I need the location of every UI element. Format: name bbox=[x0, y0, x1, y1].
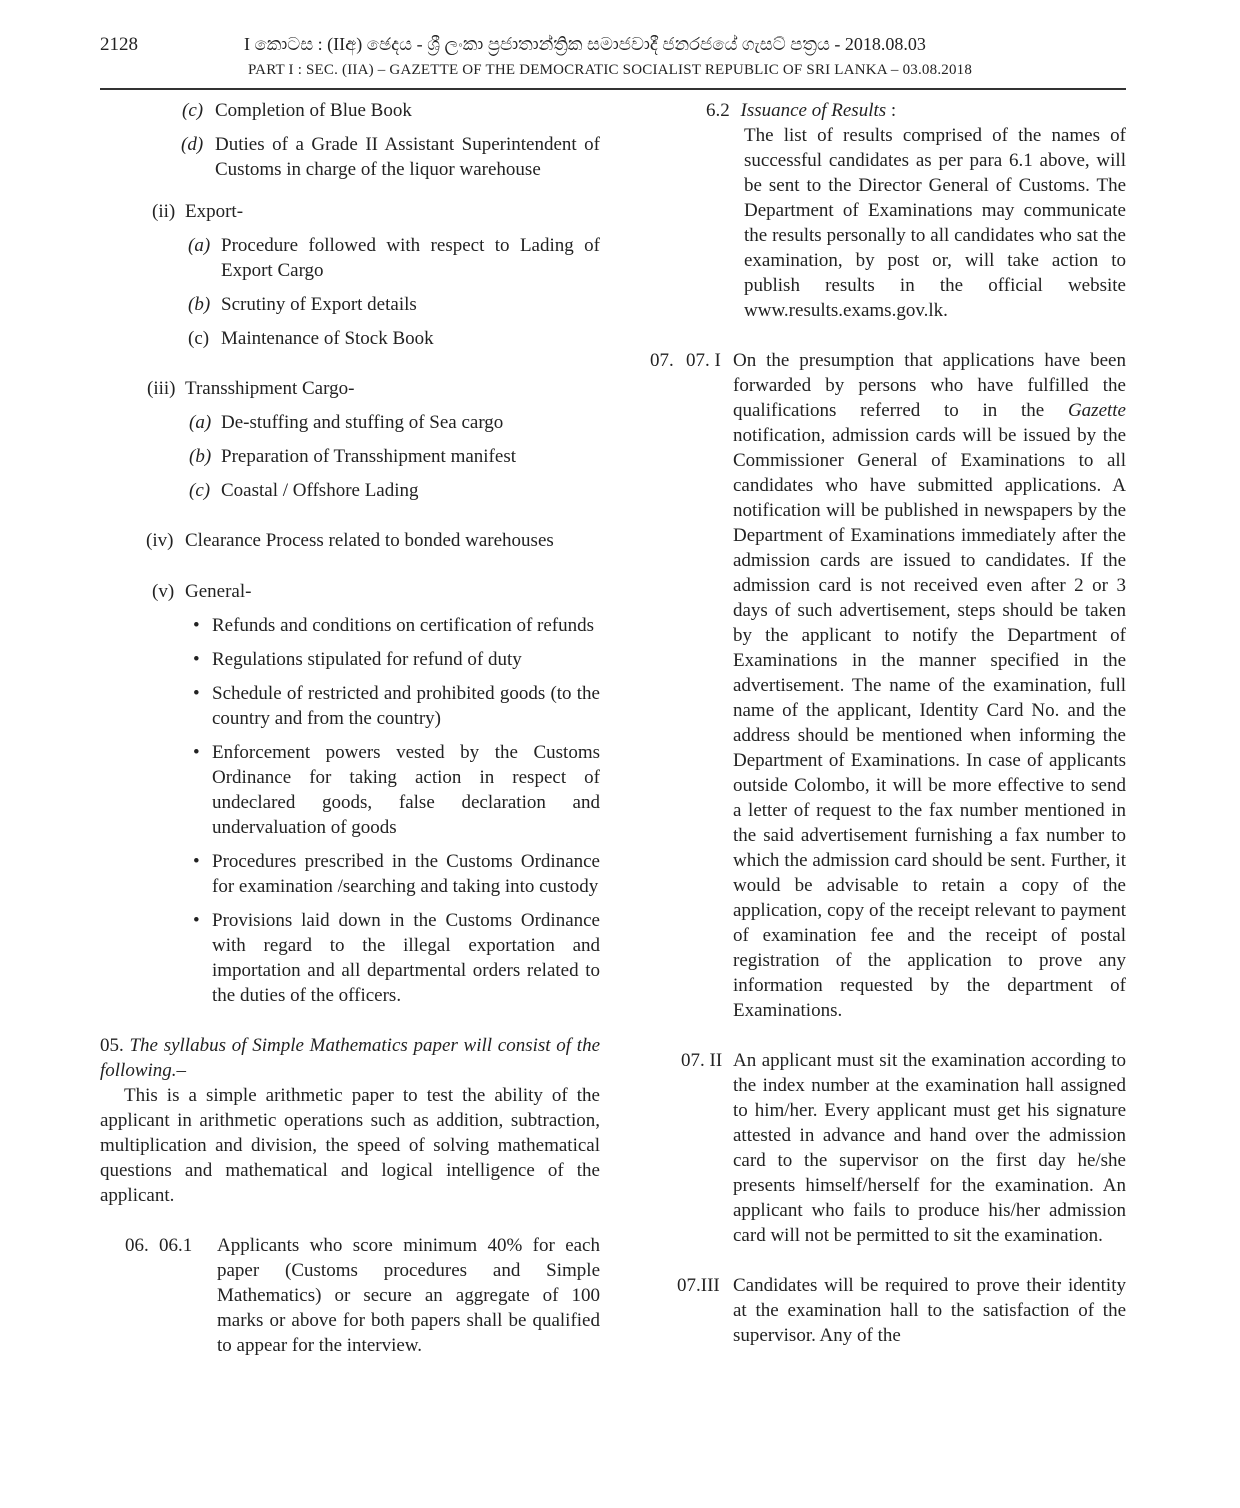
bullet-text: Regulations stipulated for refund of duty bbox=[212, 649, 522, 670]
section-title: General- bbox=[185, 581, 252, 602]
subsection-number: 06.1 bbox=[159, 1235, 193, 1256]
section-05-heading bbox=[100, 1033, 600, 1083]
text-part: notification, admission cards will be issued by the Commissioner General of Examinations to all candidates who have submitted applications. A notification will be published in newspapers by the Department of Examinations immediately after the admission cards are issued to candidates. If the admission card is not received even after 2 or 3 days of such advertisement, steps should be taken by the applicant to notify the Department of Examinations in the manner specified in the advertisement. The name of the examination, full name of the applicant, Identity Card No. and the address should be mentioned when informing the Department of Examinations. In case of applicants outside Colombo, it will be more effective to send a letter of request to the fax number mentioned in the said advertisement furnishing a fax number to which the admission card should be sent. Further, it would be advisable to retain a copy of the application, copy of the receipt relevant to payment of examination fee and the receipt of postal registration of the application to prove any information requested by the department of Examinations. bbox=[733, 425, 1126, 1021]
section-title: Transshipment Cargo- bbox=[185, 378, 355, 399]
left-column bbox=[100, 98, 600, 1358]
transshipment-heading bbox=[100, 376, 600, 401]
text-italic: Gazette bbox=[1067, 400, 1126, 421]
section-number: 05. bbox=[100, 1035, 124, 1056]
transshipment-item-b bbox=[100, 444, 600, 469]
section-title: Export- bbox=[185, 201, 244, 222]
bullet-icon: • bbox=[193, 615, 200, 636]
item-text: Procedure followed with respect to Lading of Export Cargo bbox=[221, 235, 600, 281]
section-6-2-text: The list of results comprised of the names of successful candidates as per para 6.1 above, will be sent to the Director General of Customs. The Department of Examinations may communicate the results personally to all candidates who sat the examination, by post or, will take action to publish results in the official website www.results.exams.gov.lk. bbox=[744, 125, 1126, 321]
general-bullet-item bbox=[100, 908, 600, 1008]
header-divider bbox=[100, 88, 1126, 90]
general-bullet-item bbox=[100, 740, 600, 840]
item-text: Maintenance of Stock Book bbox=[221, 328, 434, 349]
title-colon: : bbox=[886, 100, 897, 121]
export-item-c bbox=[100, 326, 600, 351]
general-bullet-item bbox=[100, 681, 600, 731]
section-number: 07. bbox=[650, 350, 674, 371]
item-marker: (d) bbox=[181, 134, 204, 155]
item-marker: (a) bbox=[189, 412, 212, 433]
section-marker: (v) bbox=[152, 581, 175, 602]
section-number: 6.2 bbox=[706, 100, 730, 121]
export-item-a bbox=[100, 233, 600, 283]
subsection-number: 07. I bbox=[686, 350, 721, 371]
section-title: Clearance Process related to bonded warehouses bbox=[185, 530, 554, 551]
general-bullet-item bbox=[100, 647, 600, 672]
transshipment-item-c bbox=[100, 478, 600, 503]
item-text: Duties of a Grade II Assistant Superintendent of Customs in charge of the liquor warehouse bbox=[215, 134, 600, 180]
section-title: Issuance of Results bbox=[740, 100, 887, 121]
item-marker: (a) bbox=[188, 235, 211, 256]
subsection-number: 07.III bbox=[677, 1275, 720, 1296]
general-bullet-item bbox=[100, 849, 600, 899]
import-item-c bbox=[100, 98, 600, 123]
bullet-text: Provisions laid down in the Customs Ordinance with regard to the illegal exportation and importation and all departmental orders related to the duties of the officers. bbox=[212, 910, 600, 1006]
section-number: 06. bbox=[125, 1235, 149, 1256]
section-07-iii bbox=[630, 1273, 1126, 1348]
export-item-b bbox=[100, 292, 600, 317]
section-text: An applicant must sit the examination according to the index number at the examination hall assigned to him/her. Every applicant must get his signature attested in advance and hand over the admission card to the supervisor on the first day he/she presents himself/herself for the examination. An applicant who fails to produce his/her admission card will not be permitted to sit the examination. bbox=[733, 1050, 1126, 1246]
import-item-d bbox=[100, 132, 600, 182]
section-marker: (ii) bbox=[152, 201, 176, 222]
item-text: De-stuffing and stuffing of Sea cargo bbox=[221, 412, 504, 433]
item-text: Completion of Blue Book bbox=[215, 100, 412, 121]
item-marker: (c) bbox=[182, 100, 204, 121]
header-english-title: PART I : SEC. (IIA) – GAZETTE OF THE DEMOCRATIC SOCIALIST REPUBLIC OF SRI LANKA – 03.08.2018 bbox=[248, 62, 973, 78]
bullet-icon: • bbox=[193, 742, 200, 763]
section-06 bbox=[100, 1233, 600, 1358]
text-part: On the presumption that applications have been forwarded by persons who have fulfilled the qualifications referred to in the bbox=[733, 350, 1126, 421]
general-bullet-item bbox=[100, 613, 600, 638]
header-sinhala-title: I කොටස : (IIඅ) ඡෙදය - ශ්‍රී ලංකා ප්‍රජාතාන්ත්‍රික සමාජවාදී ජනරජයේ ගැසට් පත්‍රය - 2018.08.03 bbox=[244, 34, 926, 54]
section-05-body: This is a simple arithmetic paper to test the ability of the applicant in arithmetic operations such as addition, subtraction, multiplication and division, the speed of solving mathematical questions and mathematical and logical intelligence of the applicant. bbox=[100, 1085, 600, 1206]
bullet-text: Refunds and conditions on certification of refunds bbox=[212, 615, 595, 636]
item-text: Scrutiny of Export details bbox=[221, 294, 417, 315]
section-heading: The syllabus of Simple Mathematics paper will consist of the following.– bbox=[100, 1035, 601, 1081]
section-marker: (iv) bbox=[146, 530, 174, 551]
section-text: Candidates will be required to prove their identity at the examination hall to the satisfaction of the supervisor. Any of the bbox=[733, 1275, 1126, 1346]
section-marker: (iii) bbox=[147, 378, 176, 399]
clearance-heading bbox=[100, 528, 600, 553]
page-number: 2128 bbox=[100, 34, 138, 55]
item-text: Coastal / Offshore Lading bbox=[221, 480, 419, 501]
right-column bbox=[630, 98, 1126, 1348]
item-marker: (b) bbox=[188, 294, 211, 315]
item-marker: (c) bbox=[188, 328, 210, 349]
section-text: Applicants who score minimum 40% for each paper (Customs procedures and Simple Mathematics) or secure an aggregate of 100 marks or above for both papers shall be qualified to appear for the interview. bbox=[217, 1235, 600, 1356]
bullet-text: Schedule of restricted and prohibited goods (to the country and from the country) bbox=[212, 683, 600, 729]
bullet-icon: • bbox=[193, 649, 200, 670]
bullet-icon: • bbox=[193, 683, 200, 704]
transshipment-item-a bbox=[100, 410, 600, 435]
general-heading bbox=[100, 579, 600, 604]
item-marker: (c) bbox=[189, 480, 211, 501]
bullet-icon: • bbox=[193, 851, 200, 872]
export-heading bbox=[100, 199, 600, 224]
bullet-icon: • bbox=[193, 910, 200, 931]
section-07-i bbox=[630, 348, 1126, 1023]
section-text bbox=[733, 348, 1126, 1023]
item-text: Preparation of Transshipment manifest bbox=[221, 446, 516, 467]
item-marker: (b) bbox=[189, 446, 212, 467]
section-6-2-heading bbox=[630, 98, 1126, 123]
bullet-text: Procedures prescribed in the Customs Ordinance for examination /searching and taking into custody bbox=[212, 851, 600, 897]
subsection-number: 07. II bbox=[681, 1050, 723, 1071]
bullet-text: Enforcement powers vested by the Customs Ordinance for taking action in respect of undeclared goods, false declaration and undervaluation of goods bbox=[212, 742, 600, 838]
section-07-ii bbox=[630, 1048, 1126, 1248]
